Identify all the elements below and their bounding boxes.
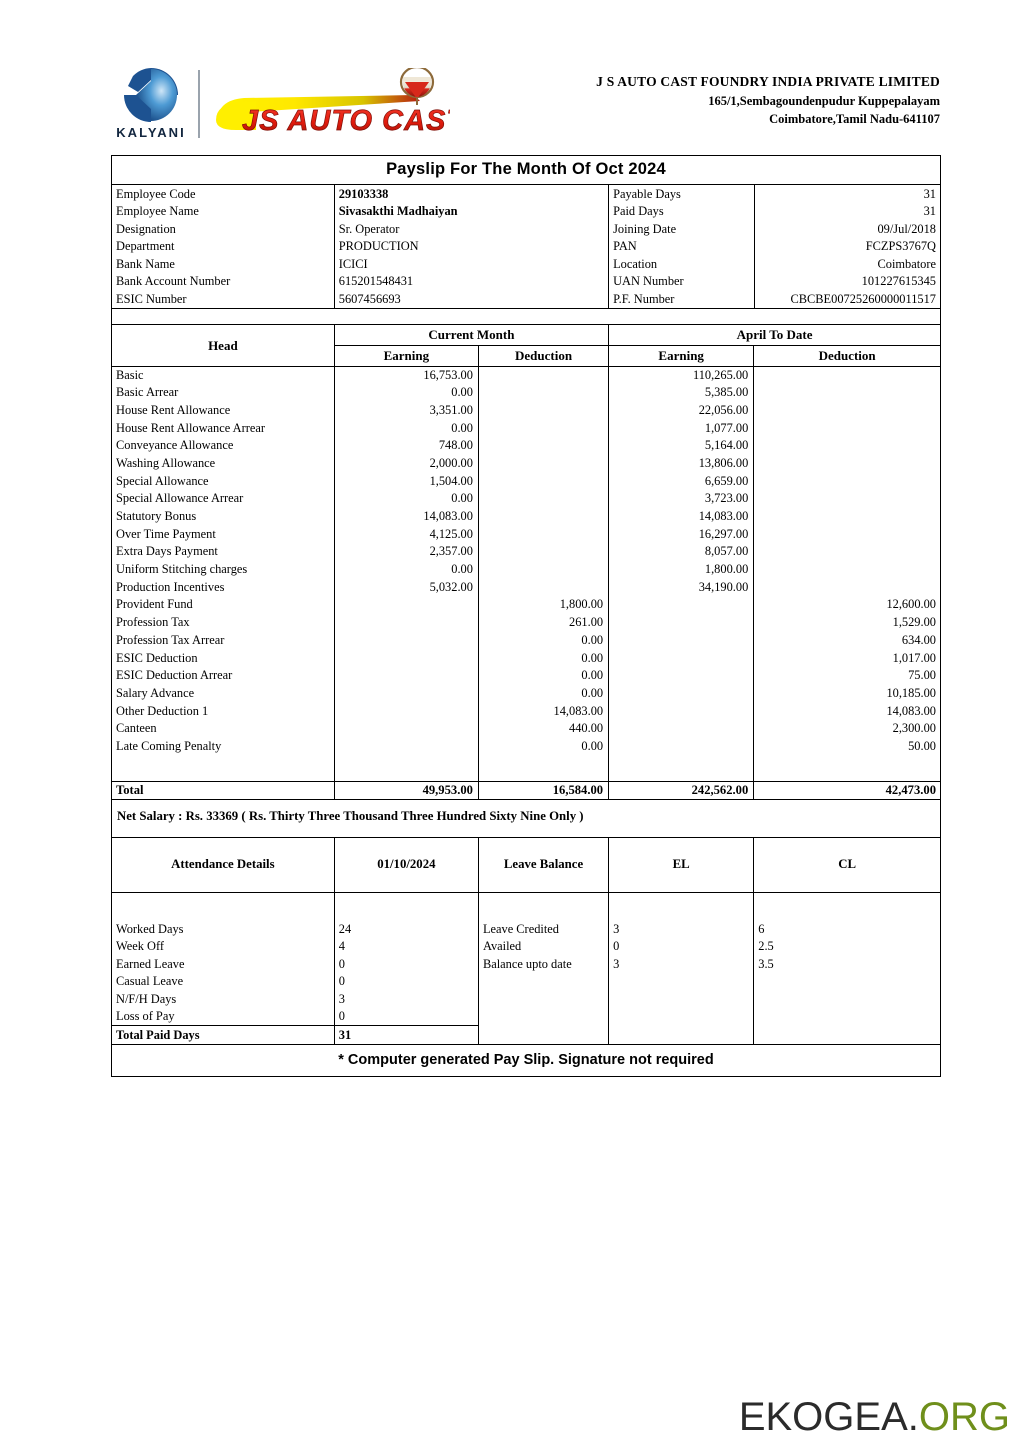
employee-detail-row xyxy=(112,220,940,238)
earnings-cm-deduction: 14,083.00 xyxy=(478,702,608,720)
earnings-head-label: Special Allowance Arrear xyxy=(112,490,334,508)
earnings-cm-deduction xyxy=(478,455,608,473)
employee-field-value: Sr. Operator xyxy=(334,220,608,238)
earnings-cm-earning: 0.00 xyxy=(334,419,478,437)
earnings-head-label: Production Incentives xyxy=(112,578,334,596)
earnings-ytd-deduction xyxy=(754,561,940,579)
earnings-cm-deduction: 261.00 xyxy=(478,614,608,632)
earnings-head-label: Basic Arrear xyxy=(112,384,334,402)
employee-field-label: UAN Number xyxy=(609,273,755,291)
leave-cl-value xyxy=(754,973,940,991)
attendance-pad-cell xyxy=(112,893,334,920)
column-header-head: Head xyxy=(112,325,334,367)
attendance-pad-row xyxy=(112,893,940,920)
earnings-ytd-earning xyxy=(609,631,754,649)
attendance-label: Worked Days xyxy=(112,920,334,938)
earnings-cm-deduction xyxy=(478,472,608,490)
earnings-cm-deduction xyxy=(478,508,608,526)
earnings-cm-earning: 3,351.00 xyxy=(334,401,478,419)
total-cm-deduction: 16,584.00 xyxy=(478,781,608,799)
earnings-ytd-earning xyxy=(609,720,754,738)
earnings-row xyxy=(112,455,940,473)
earnings-cm-earning: 16,753.00 xyxy=(334,366,478,384)
earnings-cm-deduction xyxy=(478,490,608,508)
earnings-cm-earning: 0.00 xyxy=(334,561,478,579)
attendance-row xyxy=(112,991,940,1009)
earnings-spacer-row xyxy=(112,755,940,781)
earnings-cm-earning xyxy=(334,720,478,738)
column-header-ytd-earning: Earning xyxy=(609,345,754,366)
earnings-row xyxy=(112,720,940,738)
employee-field-label: Bank Name xyxy=(112,255,334,273)
earnings-ytd-earning: 1,077.00 xyxy=(609,419,754,437)
earnings-group-header-row xyxy=(112,325,940,346)
earnings-ytd-deduction xyxy=(754,455,940,473)
leave-cl-value xyxy=(754,1008,940,1026)
earnings-cm-deduction: 0.00 xyxy=(478,631,608,649)
earnings-head-label: Statutory Bonus xyxy=(112,508,334,526)
attendance-label: N/F/H Days xyxy=(112,991,334,1009)
employee-field-value: CBCBE00725260000011517 xyxy=(755,290,940,308)
total-paid-days-value: 31 xyxy=(334,1026,478,1044)
earnings-row xyxy=(112,401,940,419)
earnings-head-label: Special Allowance xyxy=(112,472,334,490)
leave-el-value xyxy=(609,991,754,1009)
column-group-april-to-date: April To Date xyxy=(609,325,940,346)
attendance-row xyxy=(112,955,940,973)
company-address-block xyxy=(596,72,940,128)
earnings-ytd-earning xyxy=(609,702,754,720)
earnings-head-label: Uniform Stitching charges xyxy=(112,561,334,579)
earnings-ytd-deduction: 2,300.00 xyxy=(892,721,936,736)
attendance-value: 0 xyxy=(334,973,478,991)
earnings-ytd-earning xyxy=(609,738,754,756)
net-salary-text: Net Salary : Rs. 33369 ( Rs. Thirty Three Thousand Three Hundred Sixty Nine Only ) xyxy=(112,800,940,838)
leave-balance-label: Availed xyxy=(478,938,608,956)
employee-field-value: ICICI xyxy=(334,255,608,273)
attendance-row xyxy=(112,920,940,938)
employee-detail-row xyxy=(112,290,940,308)
earnings-row xyxy=(112,525,940,543)
total-ytd-earning: 242,562.00 xyxy=(609,781,754,799)
earnings-ytd-earning: 110,265.00 xyxy=(609,366,754,384)
earnings-head-label: Other Deduction 1 xyxy=(112,702,334,720)
earnings-head-label: House Rent Allowance Arrear xyxy=(112,419,334,437)
employee-field-value: 101227615345 xyxy=(861,274,936,288)
earnings-spacer-cell xyxy=(334,755,478,781)
earnings-deductions-section xyxy=(112,324,940,801)
earnings-spacer-cell xyxy=(754,755,940,781)
column-header-cm-earning: Earning xyxy=(334,345,478,366)
attendance-row xyxy=(112,1008,940,1026)
earnings-cm-earning xyxy=(334,614,478,632)
employee-field-label: PAN xyxy=(609,238,755,256)
earnings-cm-deduction xyxy=(478,419,608,437)
company-name: J S AUTO CAST FOUNDRY INDIA PRIVATE LIMITED xyxy=(596,74,940,89)
earnings-head-label: Late Coming Penalty xyxy=(112,738,334,756)
earnings-head-label: Provident Fund xyxy=(112,596,334,614)
leave-cl-value xyxy=(754,991,940,1009)
employee-field-label: Payable Days xyxy=(609,185,755,203)
total-cm-earning: 49,953.00 xyxy=(334,781,478,799)
watermark xyxy=(739,1395,1010,1440)
attendance-label: Earned Leave xyxy=(112,955,334,973)
earnings-cm-deduction: 1,800.00 xyxy=(478,596,608,614)
employee-field-value: 31 xyxy=(923,186,936,201)
earnings-row xyxy=(112,649,940,667)
earnings-row xyxy=(112,384,940,402)
attendance-label: Week Off xyxy=(112,938,334,956)
employee-detail-row xyxy=(112,238,940,256)
earnings-cm-deduction xyxy=(478,578,608,596)
earnings-ytd-deduction xyxy=(754,401,940,419)
earnings-cm-earning: 2,357.00 xyxy=(334,543,478,561)
employee-detail-row xyxy=(112,203,940,221)
column-header-cm-deduction: Deduction xyxy=(478,345,608,366)
employee-field-label: ESIC Number xyxy=(112,290,334,308)
logo-divider xyxy=(198,70,200,138)
employee-detail-row xyxy=(112,273,940,291)
js-auto-cast-logo xyxy=(214,68,450,140)
earnings-head-label: Extra Days Payment xyxy=(112,543,334,561)
earnings-head-label: Basic xyxy=(112,366,334,384)
attendance-empty-cell xyxy=(609,1026,754,1044)
attendance-empty-cell xyxy=(754,1026,940,1044)
earnings-cm-deduction: 0.00 xyxy=(478,738,608,756)
earnings-head-label: ESIC Deduction xyxy=(112,649,334,667)
earnings-row xyxy=(112,684,940,702)
employee-detail-row xyxy=(112,255,940,273)
earnings-spacer-cell xyxy=(112,755,334,781)
earnings-cm-earning xyxy=(334,649,478,667)
earnings-ytd-earning xyxy=(609,649,754,667)
column-header-el: EL xyxy=(609,838,754,893)
earnings-cm-earning xyxy=(334,684,478,702)
leave-balance-label xyxy=(478,1008,608,1026)
leave-el-value: 3 xyxy=(609,955,754,973)
earnings-ytd-earning: 14,083.00 xyxy=(609,508,754,526)
earnings-ytd-earning: 1,800.00 xyxy=(609,561,754,579)
payslip-document xyxy=(111,155,941,1077)
section-gap xyxy=(112,309,940,324)
earnings-head-label: Over Time Payment xyxy=(112,525,334,543)
earnings-cm-earning xyxy=(334,631,478,649)
employee-field-value: FCZPS3767Q xyxy=(865,239,936,253)
earnings-ytd-earning: 16,297.00 xyxy=(609,525,754,543)
earnings-ytd-earning: 3,723.00 xyxy=(609,490,754,508)
earnings-spacer-cell xyxy=(478,755,608,781)
svg-text:JS AUTO CAST: JS AUTO CAST xyxy=(242,105,450,137)
earnings-cm-deduction xyxy=(478,525,608,543)
earnings-ytd-earning: 5,164.00 xyxy=(609,437,754,455)
earnings-cm-earning: 5,032.00 xyxy=(334,578,478,596)
earnings-cm-deduction: 0.00 xyxy=(478,667,608,685)
earnings-ytd-deduction: 14,083.00 xyxy=(886,703,936,718)
attendance-pad-cell xyxy=(334,893,478,920)
kalyani-logo xyxy=(112,66,190,140)
company-address-line1: 165/1,Sembagoundenpudur Kuppepalayam xyxy=(708,93,940,108)
earnings-head-label: House Rent Allowance xyxy=(112,401,334,419)
earnings-cm-earning xyxy=(334,596,478,614)
earnings-cm-earning: 14,083.00 xyxy=(334,508,478,526)
earnings-ytd-earning xyxy=(609,614,754,632)
leave-el-value: 0 xyxy=(609,938,754,956)
earnings-row xyxy=(112,614,940,632)
earnings-row xyxy=(112,596,940,614)
earnings-head-label: Salary Advance xyxy=(112,684,334,702)
watermark-green-text: ORG xyxy=(918,1395,1010,1439)
employee-field-label: Employee Code xyxy=(112,185,334,203)
earnings-ytd-deduction: 12,600.00 xyxy=(886,597,936,612)
leave-balance-label: Leave Credited xyxy=(478,920,608,938)
attendance-details-table xyxy=(112,838,940,1044)
column-header-period-date: 01/10/2024 xyxy=(334,838,478,893)
leave-cl-value: 2.5 xyxy=(758,939,774,954)
earnings-cm-deduction xyxy=(478,384,608,402)
earnings-head-label: Conveyance Allowance xyxy=(112,437,334,455)
attendance-pad-cell xyxy=(609,893,754,920)
earnings-ytd-earning: 22,056.00 xyxy=(609,401,754,419)
employee-field-label: Employee Name xyxy=(112,203,334,221)
net-salary-row xyxy=(112,800,940,838)
leave-balance-label xyxy=(478,973,608,991)
footer-note-table xyxy=(112,1045,940,1076)
employee-detail-row xyxy=(112,185,940,203)
earnings-ytd-deduction xyxy=(754,384,940,402)
employee-field-value: 09/Jul/2018 xyxy=(877,221,936,236)
earnings-ytd-deduction xyxy=(754,419,940,437)
earnings-ytd-deduction xyxy=(754,578,940,596)
employee-field-label: P.F. Number xyxy=(609,290,755,308)
earnings-ytd-earning xyxy=(609,596,754,614)
earnings-cm-earning xyxy=(334,738,478,756)
earnings-row xyxy=(112,437,940,455)
net-salary-table xyxy=(112,800,940,838)
earnings-ytd-earning: 13,806.00 xyxy=(609,455,754,473)
earnings-ytd-deduction xyxy=(754,437,940,455)
employee-field-value: 615201548431 xyxy=(334,273,608,291)
earnings-ytd-deduction: 50.00 xyxy=(908,738,936,753)
kalyani-emblem-icon xyxy=(120,66,182,124)
employee-field-label: Bank Account Number xyxy=(112,273,334,291)
earnings-ytd-earning: 5,385.00 xyxy=(609,384,754,402)
footer-note-row xyxy=(112,1045,940,1076)
earnings-row xyxy=(112,667,940,685)
employee-field-value: 31 xyxy=(923,204,936,218)
total-label: Total xyxy=(112,781,334,799)
earnings-row xyxy=(112,543,940,561)
earnings-row xyxy=(112,490,940,508)
earnings-cm-deduction xyxy=(478,437,608,455)
earnings-cm-deduction xyxy=(478,561,608,579)
attendance-pad-cell xyxy=(754,893,940,920)
earnings-ytd-earning xyxy=(609,667,754,685)
earnings-cm-earning: 1,504.00 xyxy=(334,472,478,490)
attendance-value: 0 xyxy=(334,1008,478,1026)
logo-group xyxy=(112,66,450,140)
earnings-cm-deduction: 0.00 xyxy=(478,649,608,667)
employee-field-value: Coimbatore xyxy=(877,256,936,271)
payslip-title-table xyxy=(112,156,940,185)
earnings-ytd-deduction xyxy=(754,366,940,384)
attendance-label: Casual Leave xyxy=(112,973,334,991)
earnings-deductions-table xyxy=(112,325,940,801)
attendance-value: 4 xyxy=(334,938,478,956)
page-header xyxy=(0,0,1024,150)
column-header-attendance-details: Attendance Details xyxy=(112,838,334,893)
earnings-row xyxy=(112,366,940,384)
earnings-row xyxy=(112,508,940,526)
footer-note-text: * Computer generated Pay Slip. Signature not required xyxy=(338,1051,714,1068)
employee-field-value: Sivasakthi Madhaiyan xyxy=(334,203,608,221)
earnings-cm-earning xyxy=(334,667,478,685)
employee-field-label: Department xyxy=(112,238,334,256)
earnings-ytd-deduction xyxy=(754,472,940,490)
earnings-head-label: ESIC Deduction Arrear xyxy=(112,667,334,685)
attendance-row xyxy=(112,938,940,956)
employee-field-label: Joining Date xyxy=(609,220,755,238)
employee-details-table xyxy=(112,185,940,309)
total-ytd-deduction: 42,473.00 xyxy=(754,781,940,799)
attendance-label: Loss of Pay xyxy=(112,1008,334,1026)
earnings-cm-earning xyxy=(334,702,478,720)
page-title: Payslip For The Month Of Oct 2024 xyxy=(112,156,940,185)
earnings-ytd-deduction: 1,017.00 xyxy=(892,650,936,665)
attendance-value: 3 xyxy=(334,991,478,1009)
earnings-cm-earning: 2,000.00 xyxy=(334,455,478,473)
earnings-ytd-earning xyxy=(609,684,754,702)
earnings-cm-deduction xyxy=(478,366,608,384)
leave-cl-value: 3.5 xyxy=(758,956,774,971)
earnings-cm-earning: 0.00 xyxy=(334,490,478,508)
watermark-dark-text: EKOGEA. xyxy=(738,1395,919,1439)
earnings-ytd-deduction: 1,529.00 xyxy=(892,615,936,630)
earnings-cm-deduction xyxy=(478,543,608,561)
leave-el-value xyxy=(609,973,754,991)
earnings-cm-deduction: 0.00 xyxy=(478,684,608,702)
earnings-ytd-earning: 6,659.00 xyxy=(609,472,754,490)
earnings-row xyxy=(112,419,940,437)
earnings-ytd-earning: 34,190.00 xyxy=(609,578,754,596)
leave-el-value: 3 xyxy=(609,920,754,938)
earnings-row xyxy=(112,631,940,649)
earnings-total-row xyxy=(112,781,940,799)
earnings-row xyxy=(112,578,940,596)
attendance-row xyxy=(112,973,940,991)
attendance-pad-cell xyxy=(478,893,608,920)
earnings-ytd-deduction xyxy=(754,490,940,508)
earnings-row xyxy=(112,472,940,490)
employee-field-label: Paid Days xyxy=(609,203,755,221)
payslip-title-row xyxy=(112,156,940,185)
earnings-cm-earning: 4,125.00 xyxy=(334,525,478,543)
attendance-value: 0 xyxy=(334,955,478,973)
earnings-cm-deduction: 440.00 xyxy=(478,720,608,738)
company-address-line2: Coimbatore,Tamil Nadu-641107 xyxy=(769,111,940,126)
employee-field-value: PRODUCTION xyxy=(334,238,608,256)
column-header-leave-balance: Leave Balance xyxy=(478,838,608,893)
leave-el-value xyxy=(609,1008,754,1026)
leave-balance-label xyxy=(478,991,608,1009)
attendance-value: 24 xyxy=(334,920,478,938)
earnings-cm-earning: 748.00 xyxy=(334,437,478,455)
leave-balance-label: Balance upto date xyxy=(478,955,608,973)
earnings-ytd-deduction xyxy=(754,543,940,561)
earnings-ytd-earning: 8,057.00 xyxy=(609,543,754,561)
employee-field-label: Location xyxy=(609,255,755,273)
earnings-head-label: Profession Tax Arrear xyxy=(112,631,334,649)
earnings-cm-earning: 0.00 xyxy=(334,384,478,402)
leave-cl-value: 6 xyxy=(758,921,765,936)
attendance-empty-cell xyxy=(478,1026,608,1044)
earnings-ytd-deduction: 10,185.00 xyxy=(886,685,936,700)
employee-field-label: Designation xyxy=(112,220,334,238)
earnings-head-label: Profession Tax xyxy=(112,614,334,632)
attendance-total-row xyxy=(112,1026,940,1044)
total-paid-days-label: Total Paid Days xyxy=(112,1026,334,1044)
column-group-current-month: Current Month xyxy=(334,325,608,346)
earnings-ytd-deduction: 634.00 xyxy=(901,632,936,647)
column-header-cl: CL xyxy=(754,838,940,893)
earnings-cm-deduction xyxy=(478,401,608,419)
earnings-ytd-deduction: 75.00 xyxy=(908,668,936,683)
earnings-ytd-deduction xyxy=(754,525,940,543)
earnings-head-label: Washing Allowance xyxy=(112,455,334,473)
earnings-row xyxy=(112,561,940,579)
employee-field-value: 5607456693 xyxy=(334,290,608,308)
earnings-head-label: Canteen xyxy=(112,720,334,738)
earnings-spacer-cell xyxy=(609,755,754,781)
earnings-ytd-deduction xyxy=(754,508,940,526)
employee-field-value: 29103338 xyxy=(334,185,608,203)
earnings-row xyxy=(112,738,940,756)
column-header-ytd-deduction: Deduction xyxy=(754,345,940,366)
earnings-row xyxy=(112,702,940,720)
kalyani-wordmark: KALYANI xyxy=(116,125,186,140)
attendance-header-row xyxy=(112,838,940,893)
